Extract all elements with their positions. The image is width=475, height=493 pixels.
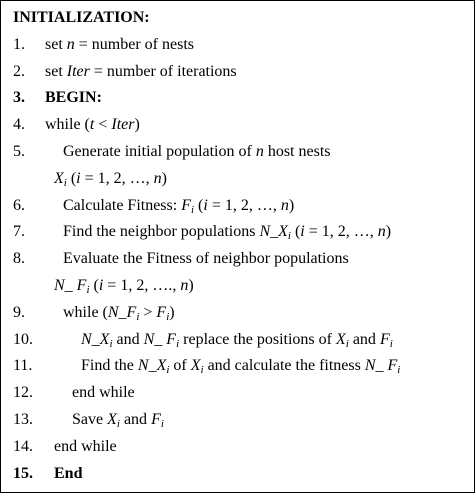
subscript-index: i xyxy=(136,310,140,323)
math-symbol: F xyxy=(181,196,191,214)
text-fragment: set xyxy=(45,62,67,80)
text-fragment: ) xyxy=(169,303,175,321)
math-symbol: n xyxy=(377,223,386,241)
line-number: 6. xyxy=(13,196,25,214)
text-fragment: ( xyxy=(194,196,204,214)
line-text xyxy=(81,353,400,380)
math-symbol: N_X xyxy=(259,223,288,241)
line-text xyxy=(54,273,194,300)
subscript-index: i xyxy=(345,337,349,350)
math-symbol: F xyxy=(156,303,167,321)
math-symbol: Iter xyxy=(111,116,135,134)
algorithm-line xyxy=(1,434,474,461)
text-fragment: of xyxy=(169,357,191,375)
math-symbol: N_X xyxy=(137,357,167,375)
line-number: 8. xyxy=(13,250,25,268)
subscript-index: i xyxy=(190,203,195,216)
text-fragment: End xyxy=(54,464,83,482)
text-fragment: ( xyxy=(89,277,99,294)
line-text xyxy=(81,327,393,354)
algorithm-line xyxy=(1,300,474,327)
text-fragment: = 1, 2, …, xyxy=(207,196,281,214)
algorithm-line xyxy=(1,407,474,434)
line-text xyxy=(63,193,294,220)
algorithm-title: INITIALIZATION: xyxy=(13,9,150,26)
text-fragment: ( xyxy=(290,223,301,241)
math-symbol: F xyxy=(379,330,390,348)
algorithm-line xyxy=(1,193,474,220)
text-fragment: while ( xyxy=(45,116,90,134)
subscript-index: i xyxy=(166,364,170,377)
subscript-index: i xyxy=(160,418,164,430)
line-number: 1. xyxy=(13,35,25,53)
algorithm-line xyxy=(1,59,474,86)
math-symbol: i xyxy=(76,169,81,187)
line-text xyxy=(45,59,237,86)
math-symbol: n xyxy=(153,169,162,187)
subscript-index: i xyxy=(397,364,401,377)
algorithm-line xyxy=(1,32,474,59)
subscript-index: i xyxy=(166,310,170,323)
algorithm-line xyxy=(1,112,474,139)
subscript-index: i xyxy=(287,230,291,243)
line-text xyxy=(45,32,194,59)
line-text xyxy=(45,112,140,139)
math-symbol: Iter xyxy=(66,62,90,80)
math-symbol: N_ F xyxy=(54,277,87,294)
text-fragment: and xyxy=(119,411,152,428)
subscript-index: i xyxy=(109,337,113,350)
text-fragment: Calculate Fitness: xyxy=(63,196,182,214)
math-symbol: n xyxy=(66,35,75,53)
text-fragment: Save xyxy=(72,411,108,428)
text-fragment: end while xyxy=(72,384,135,402)
text-fragment: replace the positions of xyxy=(179,330,336,348)
line-number: 3. xyxy=(13,89,25,107)
text-fragment: Find the xyxy=(81,357,138,375)
text-fragment: set xyxy=(45,35,67,53)
text-fragment: = number of iterations xyxy=(89,62,237,80)
text-fragment: ) xyxy=(188,277,194,294)
line-text xyxy=(54,166,167,193)
text-fragment: ) xyxy=(385,223,392,241)
line-text xyxy=(72,380,135,407)
math-symbol: X xyxy=(190,357,201,375)
algorithm-line xyxy=(1,327,474,354)
text-fragment: end while xyxy=(54,437,117,455)
math-symbol: N_ F xyxy=(143,330,177,348)
math-symbol: n xyxy=(255,143,264,160)
text-fragment: = 1, 2, …., xyxy=(103,277,181,294)
line-text xyxy=(72,407,164,434)
line-number: 15. xyxy=(13,464,33,482)
text-fragment: and xyxy=(112,330,144,348)
line-number: 9. xyxy=(13,303,25,321)
text-fragment: = number of nests xyxy=(74,35,195,53)
math-symbol: n xyxy=(180,277,189,294)
math-symbol: n xyxy=(280,196,289,214)
line-number: 13. xyxy=(13,411,33,428)
text-fragment: = 1, 2, …, xyxy=(80,169,154,187)
text-fragment: ) xyxy=(288,196,295,214)
text-fragment: host nests xyxy=(263,143,331,160)
subscript-index: i xyxy=(86,284,90,296)
subscript-index: i xyxy=(200,364,204,377)
algorithm-line xyxy=(1,273,474,300)
algorithm-line xyxy=(1,85,474,112)
text-fragment: Evaluate the Fitness of neighbor populations xyxy=(63,250,349,268)
subscript-index: i xyxy=(63,176,67,189)
math-symbol: X xyxy=(335,330,346,348)
line-number: 14. xyxy=(13,437,33,455)
math-symbol: X xyxy=(54,169,64,187)
text-fragment: = 1, 2, …, xyxy=(304,223,378,241)
line-text xyxy=(63,139,331,166)
text-fragment: and xyxy=(348,330,380,348)
line-number: 12. xyxy=(13,384,33,402)
text-fragment: Generate initial population of xyxy=(63,143,256,160)
math-symbol: i xyxy=(98,277,104,294)
text-fragment: > xyxy=(139,303,157,321)
line-number: 11. xyxy=(13,357,33,375)
line-number: 4. xyxy=(13,116,25,134)
subscript-index: i xyxy=(176,337,180,350)
algorithm-line xyxy=(1,353,474,380)
math-symbol: N_ F xyxy=(364,357,398,375)
algorithm-line xyxy=(1,166,474,193)
text-fragment: ) xyxy=(134,116,140,134)
text-fragment: BEGIN: xyxy=(45,89,102,107)
algorithm-line xyxy=(1,219,474,246)
algorithm-line xyxy=(1,139,474,166)
line-text xyxy=(54,461,82,488)
math-symbol: t xyxy=(89,116,95,134)
math-symbol: i xyxy=(300,223,305,241)
text-fragment: while ( xyxy=(63,303,108,321)
text-fragment: ) xyxy=(161,169,167,187)
line-number: 7. xyxy=(13,223,25,241)
line-number: 5. xyxy=(13,143,25,160)
subscript-index: i xyxy=(389,337,393,350)
math-symbol: i xyxy=(203,196,208,214)
line-number: 10. xyxy=(13,330,33,348)
text-fragment: ( xyxy=(66,169,77,187)
line-text xyxy=(54,434,117,461)
math-symbol: F xyxy=(151,411,161,428)
line-text xyxy=(45,85,102,112)
line-text xyxy=(63,300,175,327)
subscript-index: i xyxy=(116,418,120,430)
math-symbol: N_F xyxy=(107,303,137,321)
algorithm-line xyxy=(1,246,474,273)
line-text xyxy=(63,246,349,273)
algorithm-line xyxy=(1,380,474,407)
math-symbol: X xyxy=(107,411,117,428)
algorithm-line xyxy=(1,461,474,488)
line-number: 2. xyxy=(13,62,25,80)
math-symbol: N_X xyxy=(81,330,110,348)
text-fragment: Find the neighbor populations xyxy=(63,223,260,241)
text-fragment: and calculate the fitness xyxy=(203,357,365,375)
line-text xyxy=(63,219,391,246)
text-fragment: < xyxy=(94,116,112,134)
